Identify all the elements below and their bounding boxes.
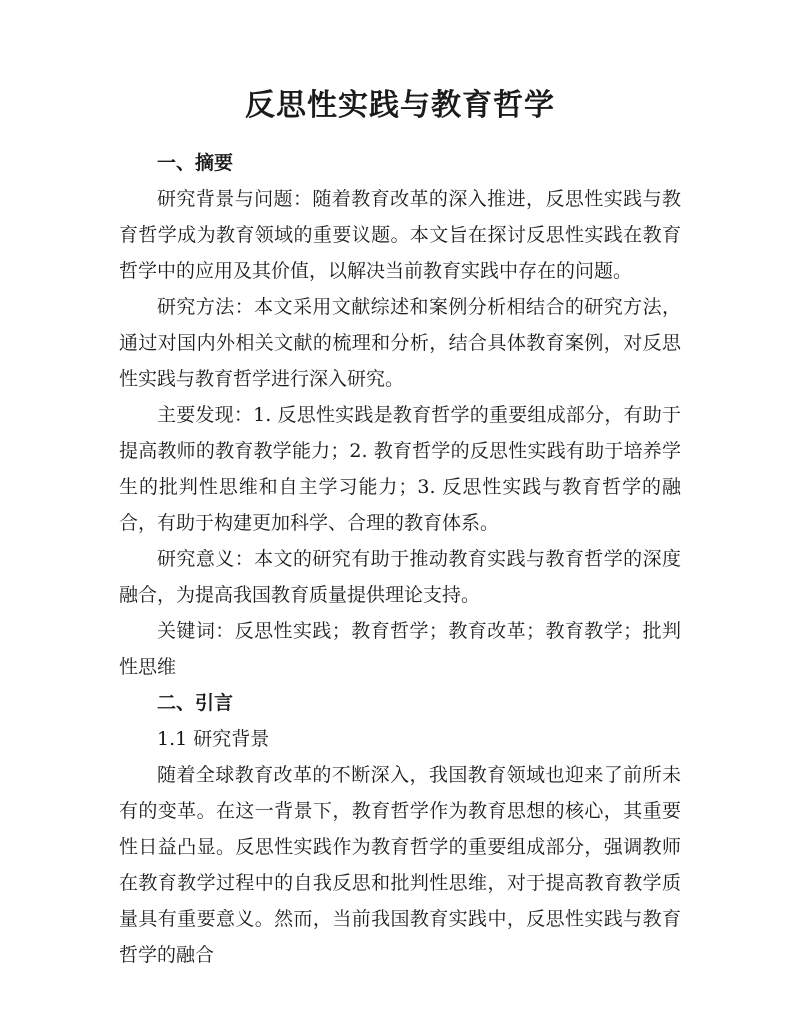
section-heading-introduction: 二、引言 [157,692,234,714]
section-heading-abstract: 一、摘要 [157,152,234,174]
abstract-background-paragraph: 研究背景与问题：随着教育改革的深入推进，反思性实践与教育哲学成为教育领域的重要议题。本文旨在探讨反思性实践在教育哲学中的应用及其价值，以解决当前教育实践中存在的问题。 [119,188,681,282]
subsection-heading-background: 1.1 研究背景 [157,728,270,750]
abstract-method-paragraph: 研究方法：本文采用文献综述和案例分析相结合的研究方法，通过对国内外相关文献的梳理和分析，结合具体教育案例，对反思性实践与教育哲学进行深入研究。 [119,296,681,390]
abstract-significance-paragraph: 研究意义：本文的研究有助于推动教育实践与教育哲学的深度融合，为提高我国教育质量提供理论支持。 [119,548,681,606]
document-title: 反思性实践与教育哲学 [245,88,555,123]
document-body [119,145,681,973]
abstract-findings-paragraph: 主要发现：1. 反思性实践是教育哲学的重要组成部分，有助于提高教师的教育教学能力；2. 教育哲学的反思性实践有助于培养学生的批判性思维和自主学习能力；3. 反思性实践与教育哲学的融合，有助于构建更加科学、合理的教育体系。 [119,404,681,534]
introduction-background-paragraph: 随着全球教育改革的不断深入，我国教育领域也迎来了前所未有的变革。在这一背景下，教育哲学作为教育思想的核心，其重要性日益凸显。反思性实践作为教育哲学的重要组成部分，强调教师在教育教学过程中的自我反思和批判性思维，对于提高教育教学质量具有重要意义。然而，当前我国教育实践中，反思性实践与教育哲学的融合 [119,764,681,966]
keywords-paragraph: 关键词：反思性实践；教育哲学；教育改革；教育教学；批判性思维 [119,620,681,678]
